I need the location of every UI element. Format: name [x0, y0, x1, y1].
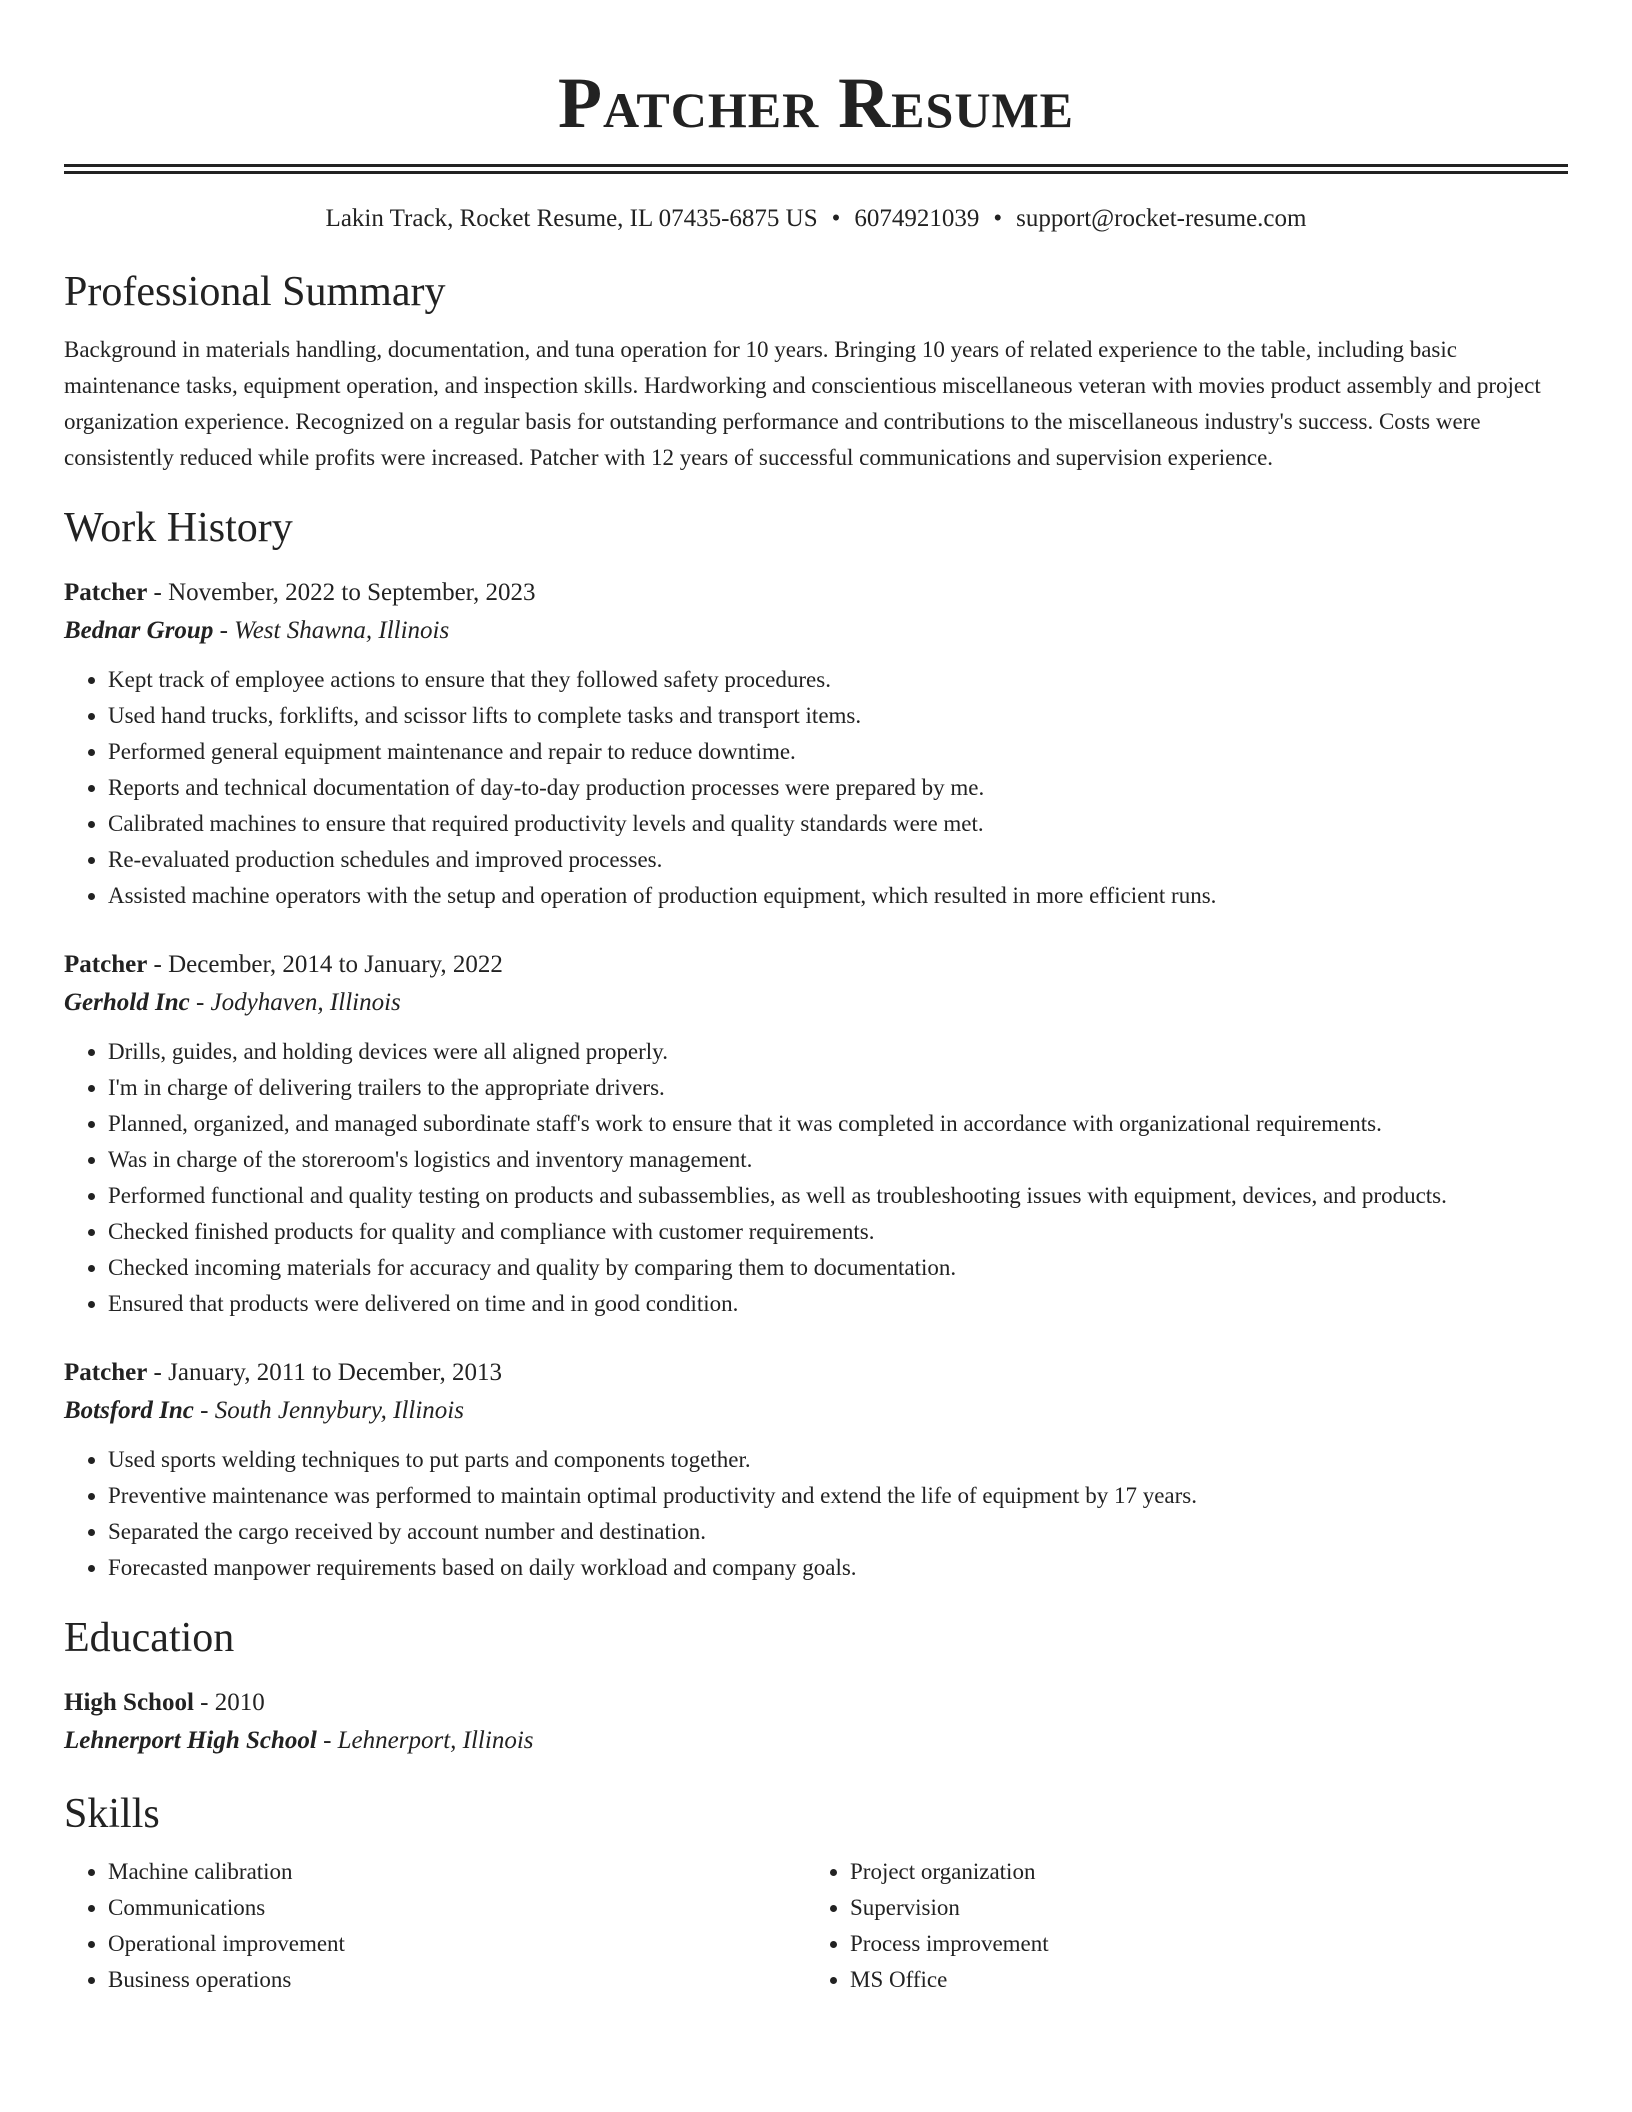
job-dates: January, 2011 to December, 2013: [168, 1359, 502, 1386]
job-entry: [64, 946, 1568, 1322]
job-title: Patcher: [64, 1359, 148, 1386]
education-year: 2010: [214, 1689, 265, 1716]
job-bullet: • Planned, organized, and managed subordinate staff's work to ensure that it was completed in accordance with organizational requirements.: [108, 1106, 1568, 1142]
dash: -: [147, 951, 169, 978]
job-bullet: • Kept track of employee actions to ensure that they followed safety procedures.: [108, 662, 1568, 698]
job-title: Patcher: [64, 579, 148, 606]
dash: -: [316, 1727, 338, 1754]
skill-item: • Business operations: [108, 1962, 806, 1998]
job-bullet: • Reports and technical documentation of day-to-day production processes were prepared by me.: [108, 770, 1568, 806]
job-bullet: • Calibrated machines to ensure that required productivity levels and quality standards were met.: [108, 806, 1568, 842]
dash: -: [147, 1359, 169, 1386]
skills-section: [64, 1788, 1568, 1998]
skill-item: • Operational improvement: [108, 1926, 806, 1962]
job-bullets: [64, 1034, 1568, 1322]
job-bullet: • Drills, guides, and holding devices were all aligned properly.: [108, 1034, 1568, 1070]
skill-item: • Supervision: [850, 1890, 1548, 1926]
header-divider: [64, 164, 1568, 174]
summary-heading: Professional Summary: [64, 269, 446, 315]
contact-phone: 6074921039: [854, 205, 980, 232]
job-bullets: [64, 1442, 1568, 1586]
summary-section: [64, 266, 1568, 476]
dash: -: [189, 989, 211, 1016]
skill-item: • Process improvement: [850, 1926, 1548, 1962]
job-company: Gerhold Inc: [64, 989, 190, 1016]
skills-columns: [64, 1854, 1568, 1998]
job-bullet: • I'm in charge of delivering trailers to the appropriate drivers.: [108, 1070, 1568, 1106]
job-bullet: • Assisted machine operators with the setup and operation of production equipment, which resulted in more efficient runs.: [108, 878, 1568, 914]
contact-address: Lakin Track, Rocket Resume, IL 07435-6875 US: [325, 205, 818, 232]
job-location: South Jennybury, Illinois: [214, 1397, 464, 1424]
dash: -: [193, 1689, 215, 1716]
job-title-line: [64, 574, 1568, 612]
dash: -: [213, 617, 235, 644]
job-dates: December, 2014 to January, 2022: [168, 951, 503, 978]
job-bullet: • Re-evaluated production schedules and improved processes.: [108, 842, 1568, 878]
summary-text: Background in materials handling, documentation, and tuna operation for 10 years. Bringing 10 years of related experience to the table, including basic maintenance tasks, equipment operation, and inspection skills. Hardworking and conscientious miscellaneous veteran with movies product assembly and project organization experience. Recognized on a regular basis for outstanding performance and contributions to the miscellaneous industry's success. Costs were consistently reduced while profits were increased. Patcher with 12 years of successful communications and supervision experience.: [64, 337, 1541, 470]
education-school: Lehnerport High School: [64, 1727, 317, 1754]
job-title: Patcher: [64, 951, 148, 978]
contact-line: [64, 202, 1568, 236]
education-entry: [64, 1684, 1568, 1760]
job-dates: November, 2022 to September, 2023: [168, 579, 536, 606]
job-bullet: • Checked incoming materials for accuracy and quality by comparing them to documentation.: [108, 1250, 1568, 1286]
skill-item: • MS Office: [850, 1962, 1548, 1998]
skill-item: • Communications: [108, 1890, 806, 1926]
contact-email: support@rocket-resume.com: [1016, 205, 1307, 232]
job-company-line: [64, 984, 1568, 1022]
job-location: Jodyhaven, Illinois: [210, 989, 401, 1016]
skills-heading: Skills: [64, 1791, 160, 1837]
education-heading: Education: [64, 1615, 235, 1661]
job-company: Bednar Group: [64, 617, 214, 644]
job-company: Botsford Inc: [64, 1397, 194, 1424]
job-company-line: [64, 1392, 1568, 1430]
skills-left-column: [64, 1854, 806, 1998]
job-bullet: • Used sports welding techniques to put parts and components together.: [108, 1442, 1568, 1478]
skill-item: • Project organization: [850, 1854, 1548, 1890]
job-bullet: • Separated the cargo received by account number and destination.: [108, 1514, 1568, 1550]
job-bullet: • Ensured that products were delivered on time and in good condition.: [108, 1286, 1568, 1322]
work-history-section: [64, 502, 1568, 1586]
job-title-line: [64, 946, 1568, 984]
contact-separator: •: [831, 205, 841, 232]
job-bullet: • Was in charge of the storeroom's logistics and inventory management.: [108, 1142, 1568, 1178]
job-entry: [64, 574, 1568, 914]
job-title-line: [64, 1354, 1568, 1392]
job-entry: [64, 1354, 1568, 1586]
job-bullet: • Preventive maintenance was performed to maintain optimal productivity and extend the life of equipment by 17 years.: [108, 1478, 1568, 1514]
education-degree-line: [64, 1684, 1568, 1722]
job-company-line: [64, 612, 1568, 650]
job-location: West Shawna, Illinois: [234, 617, 450, 644]
education-location: Lehnerport, Illinois: [337, 1727, 534, 1754]
job-bullet: • Forecasted manpower requirements based on daily workload and company goals.: [108, 1550, 1568, 1586]
resume-name: Patcher Resume: [558, 63, 1074, 143]
education-section: [64, 1612, 1568, 1760]
job-bullet: • Performed functional and quality testing on products and subassemblies, as well as troubleshooting issues with equipment, devices, and products.: [108, 1178, 1568, 1214]
skill-item: • Machine calibration: [108, 1854, 806, 1890]
job-bullets: [64, 662, 1568, 914]
dash: -: [147, 579, 169, 606]
dash: -: [193, 1397, 215, 1424]
skills-right-column: [806, 1854, 1548, 1998]
education-school-line: [64, 1722, 1568, 1760]
job-bullet: • Used hand trucks, forklifts, and scissor lifts to complete tasks and transport items.: [108, 698, 1568, 734]
work-history-heading: Work History: [64, 505, 293, 551]
contact-separator: •: [993, 205, 1003, 232]
job-bullet: • Checked finished products for quality and compliance with customer requirements.: [108, 1214, 1568, 1250]
education-degree: High School: [64, 1689, 194, 1716]
job-bullet: • Performed general equipment maintenance and repair to reduce downtime.: [108, 734, 1568, 770]
